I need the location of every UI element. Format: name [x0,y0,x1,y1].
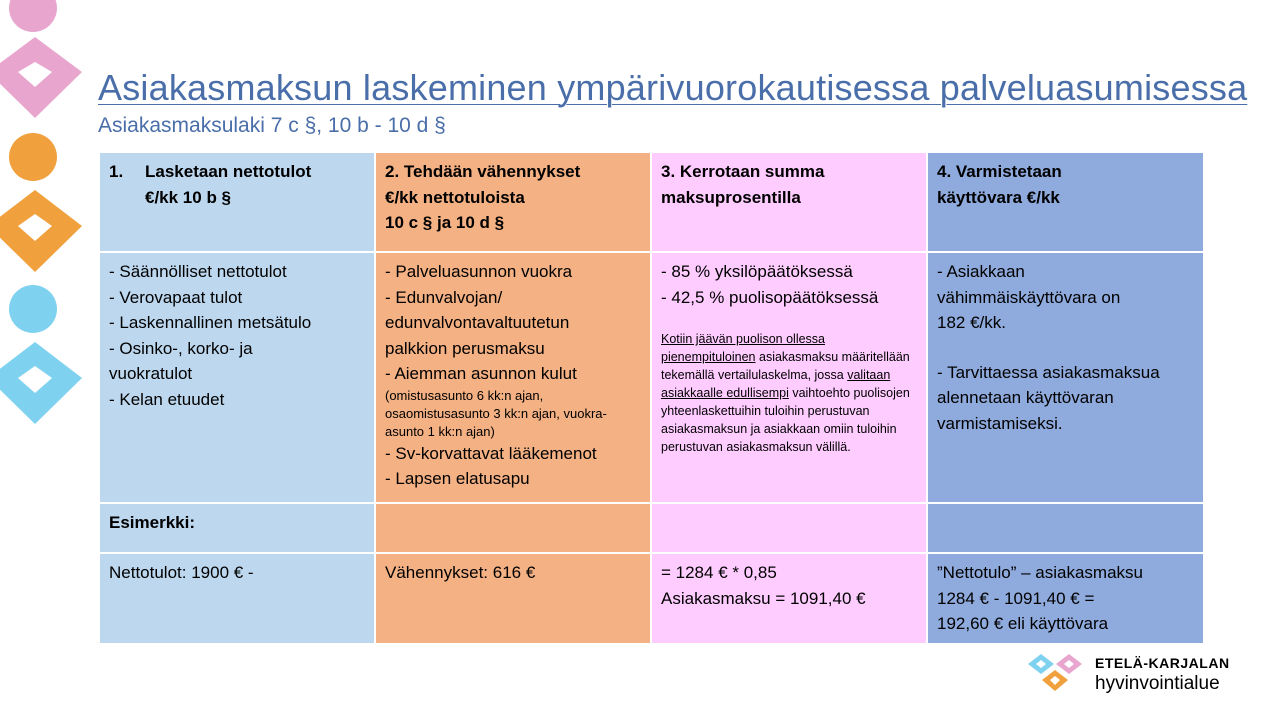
example-col4-line: 1284 € - 1091,40 € = [937,588,1095,608]
col2-note: (omistusasunto 6 kk:n ajan, osaomistusasunto 3 kk:n ajan, vuokra-asunto 1 kk:n ajan) [385,387,607,439]
col1-item: - Kelan etuudet [109,389,225,409]
example-col4 [927,553,1204,644]
col3-note-text-2: vaihtoehto puolisojen yhteenlaskettuihin tuloihin perustuvan asiakasmaksun ja asiakkaan omiin tuloihin perustuvan asiakasmaksun välillä. [661,386,910,454]
example-net-income: Nettotulot: 1900 € - [109,563,254,582]
col2-item: - Sv-korvattavat lääkemenot [385,443,597,463]
example-multiplication: = 1284 € * 0,85 [661,563,777,582]
col3-details [651,252,927,503]
header-col4 [927,152,1204,252]
example-col4-line: 192,60 € eli käyttövara [937,614,1109,633]
example-col4-line: ”Nettotulo” – asiakasmaksu [937,563,1143,582]
header-col3-line1: 3. Kerrotaan summa [661,162,825,181]
col2-item: - Lapsen elatusapu [385,469,530,488]
blue-diamond-shape [0,342,82,424]
col4-item: 182 €/kk. [937,313,1006,332]
slide-title: Asiakasmaksun laskeminen ympärivuorokautisessa palveluasumisessa [98,67,1248,108]
col3-note [661,330,917,456]
header-col1-number: 1. [109,162,124,181]
col2-details [375,252,651,503]
header-col2 [375,152,651,252]
col4-item: - Asiakkaan [937,262,1025,281]
col1-item: - Osinko-, korko- ja [109,338,253,358]
col4-item: varmistamiseksi. [937,413,1063,433]
col2-item: - Edunvalvojan/ [385,287,503,307]
slide-subtitle: Asiakasmaksulaki 7 c §, 10 b - 10 d § [98,114,446,137]
header-col4-line2: käyttövara €/kk [937,187,1060,207]
example-label: Esimerkki: [99,503,375,553]
header-col2-line2: €/kk nettotuloista [385,187,525,207]
header-col2-line1: 2. Tehdään vähennykset [385,162,581,181]
header-row [99,152,1204,252]
calculation-table [98,151,1205,645]
decorative-shapes [0,0,90,430]
col4-details [927,252,1204,503]
col3-note-text-1: asiakasmaksu määritellään tekemällä vertailulaskelma, jossa [661,350,910,382]
header-col1 [99,152,375,252]
header-col4-line1: 4. Varmistetaan [937,162,1062,181]
col2-item: - Aiemman asunnon kulut [385,364,577,383]
col1-details [99,252,375,503]
col1-item: - Säännölliset nettotulot [109,262,287,281]
logo-text-line1: ETELÄ-KARJALAN [1095,655,1230,671]
col3-item: - 42,5 % puolisopäätöksessä [661,287,879,307]
example-label-empty [927,503,1204,553]
col3-note-underlined-2: valitaan asiakkaalle edullisempi [661,368,891,400]
col1-item: - Laskennallinen metsätulo [109,313,312,332]
pink-diamond-shape [0,37,82,118]
col4-item: vähimmäiskäyttövara on [937,287,1121,307]
header-col2-line3: 10 c § ja 10 d § [385,213,505,232]
col4-item: - Tarvittaessa asiakasmaksua [937,362,1160,382]
example-col1 [99,553,375,644]
example-deductions: Vähennykset: 616 € [385,563,536,582]
header-col3 [651,152,927,252]
logo-mark-icon [1028,654,1082,691]
col2-item: palkkion perusmaksu [385,338,545,358]
example-client-fee: Asiakasmaksu = 1091,40 € [661,588,866,608]
col1-item: vuokratulot [109,364,193,383]
header-col1-line2: €/kk 10 b § [145,187,232,207]
col2-item: edunvalvontavaltuutetun [385,313,570,332]
header-col1-line1: Lasketaan nettotulot [145,162,312,181]
blue-circle-shape [9,285,57,333]
example-values-row [99,553,1204,644]
example-col2 [375,553,651,644]
col4-item: alennetaan käyttövaran [937,388,1114,407]
col3-note-underlined-1: Kotiin jäävän puolison ollessa pienempituloinen [661,332,825,364]
orange-circle-shape [9,133,57,181]
example-col3 [651,553,927,644]
logo-text-line2: hyvinvointialue [1095,673,1220,694]
example-label-empty [651,503,927,553]
orange-diamond-shape [0,190,82,272]
example-label-row [99,503,1204,553]
col3-item: - 85 % yksilöpäätöksessä [661,262,853,281]
pink-circle-shape [9,0,57,32]
header-col3-line2: maksuprosentilla [661,187,801,207]
details-row [99,252,1204,503]
col2-item: - Palveluasunnon vuokra [385,262,573,281]
example-label-empty [375,503,651,553]
col1-item: - Verovapaat tulot [109,287,243,307]
